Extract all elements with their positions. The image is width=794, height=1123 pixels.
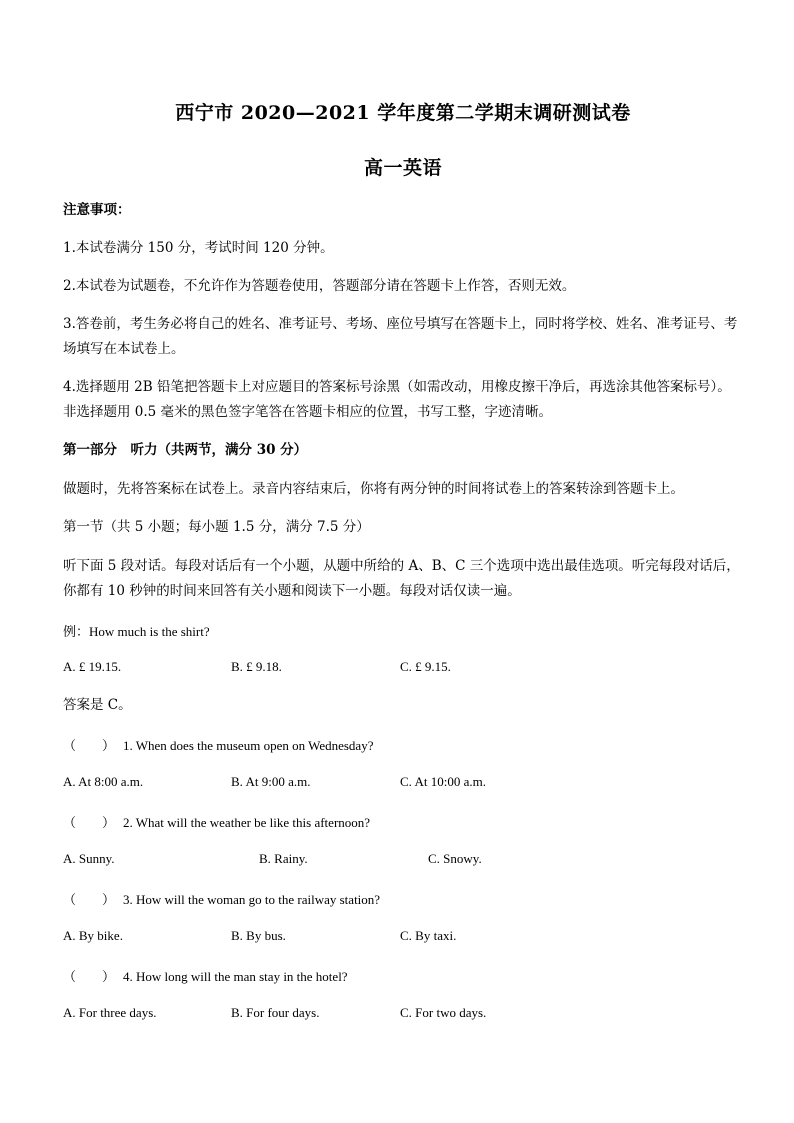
notes-heading: 注意事项：	[63, 202, 131, 218]
question-text: 3. How will the woman go to the railway station?	[123, 892, 381, 907]
q1-option-b: B. At 9:00 a.m.	[231, 774, 311, 789]
question-4	[63, 966, 348, 985]
q2-option-b: B. Rainy.	[259, 851, 308, 866]
exam-title: 西宁市 2020—2021 学年度第二学期末调研测试卷	[175, 102, 631, 124]
answer-blank: （ ）	[63, 892, 116, 907]
q2-option-a: A. Sunny.	[63, 851, 115, 866]
q4-option-a: A. For three days.	[63, 1005, 157, 1020]
note-item-3: 3.答卷前，考生务必将自己的姓名、准考证号、考场、座位号填写在答题卡上，同时将学校、姓名、准考证号、考场填写在本试卷上。	[63, 316, 738, 357]
question-text: 4. How long will the man stay in the hotel?	[123, 969, 348, 984]
section1-heading: 第一节（共 5 小题；每小题 1.5 分，满分 7.5 分）	[63, 519, 370, 535]
exam-subject: 高一英语	[363, 157, 442, 179]
q2-option-c: C. Snowy.	[428, 851, 482, 866]
part1-instruction: 做题时，先将答案标在试卷上。录音内容结束后，你将有两分钟的时间将试卷上的答案转涂到答题卡上。	[63, 481, 684, 497]
example-option-c: C. £ 9.15.	[400, 659, 451, 674]
section1-instruction: 听下面 5 段对话。每段对话后有一个小题，从题中所给的 A、B、C 三个选项中选出最佳选项。听完每段对话后，你都有 10 秒钟的时间来回答有关小题和阅读下一小题。每段对话仅读一遍。	[63, 558, 740, 599]
note-item-2: 2.本试卷为试题卷，不允许作为答题卷使用，答题部分请在答题卡上作答，否则无效。	[63, 278, 576, 294]
example-question: 例：How much is the shirt?	[63, 624, 210, 639]
q3-option-c: C. By taxi.	[400, 928, 457, 943]
q3-option-a: A. By bike.	[63, 928, 123, 943]
q4-option-b: B. For four days.	[231, 1005, 320, 1020]
note-item-4: 4.选择题用 2B 铅笔把答题卡上对应题目的答案标号涂黑（如需改动，用橡皮擦干净后，再选涂其他答案标号）。非选择题用 0.5 毫米的黑色签字笔答在答题卡相应的位置，书写工整，字迹清晰。	[63, 379, 731, 420]
q3-option-b: B. By bus.	[231, 928, 286, 943]
question-text: 2. What will the weather be like this afternoon?	[123, 815, 371, 830]
answer-blank: （ ）	[63, 815, 116, 830]
answer-blank: （ ）	[63, 969, 116, 984]
question-1	[63, 735, 373, 754]
note-item-1: 1.本试卷满分 150 分，考试时间 120 分钟。	[63, 240, 334, 256]
q1-option-a: A. At 8:00 a.m.	[63, 774, 144, 789]
question-text: 1. When does the museum open on Wednesday?	[123, 738, 374, 753]
example-option-b: B. £ 9.18.	[231, 659, 282, 674]
q1-option-c: C. At 10:00 a.m.	[400, 774, 486, 789]
question-3	[63, 889, 380, 908]
example-option-a: A. £ 19.15.	[63, 659, 122, 674]
answer-blank: （ ）	[63, 738, 116, 753]
example-answer: 答案是 C。	[63, 697, 132, 713]
question-2	[63, 812, 370, 831]
part1-heading: 第一部分 听力（共两节，满分 30 分）	[63, 442, 308, 458]
q4-option-c: C. For two days.	[400, 1005, 487, 1020]
